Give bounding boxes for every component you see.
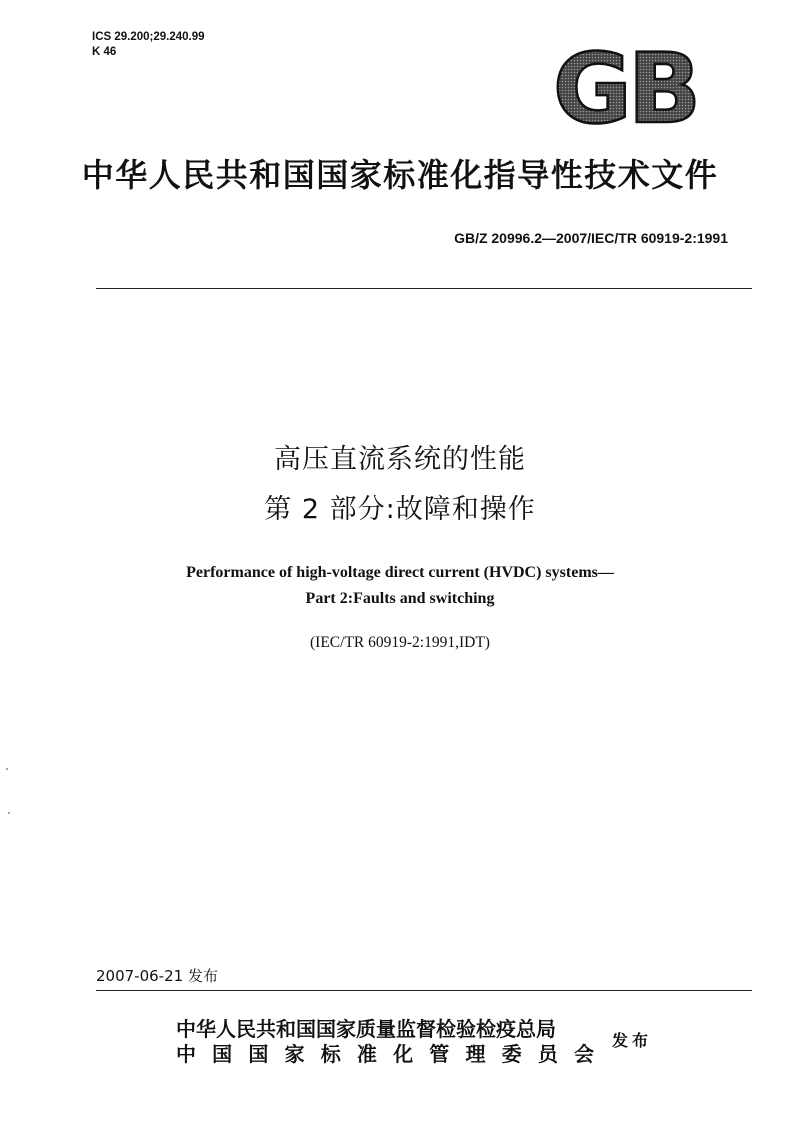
top-divider [96,288,752,289]
standard-number: GB/Z 20996.2—2007/IEC/TR 60919-2:1991 [454,230,728,246]
title-cn-line-1: 高压直流系统的性能 [274,444,526,475]
scan-speck [6,768,8,770]
title-en-line-2: Part 2:Faults and switching [305,590,495,607]
title-en-line-1: Performance of high-voltage direct current (HVDC) systems— [186,564,614,581]
bottom-divider [96,990,752,991]
adoption-note: (IEC/TR 60919-2:1991,IDT) [310,634,490,651]
gb-standard-logo-icon [540,44,710,130]
gb-logo-text: GB [553,44,697,130]
document-type-title: 中华人民共和国国家标准化指导性技术文件 [81,156,719,194]
issue-date: 2007-06-21 发布 [96,967,218,985]
title-cn-line-2: 第 2 部分:故障和操作 [264,494,536,525]
issuer-line-2: 中国国家标准化管理委员会 [176,1042,594,1066]
ccs-code: K 46 [92,46,117,58]
publish-label: 发布 [612,1031,653,1050]
ics-code: ICS 29.200;29.240.99 [92,31,205,43]
issuer-line-1: 中华人民共和国国家质量监督检验检疫总局 [176,1017,556,1041]
scan-speck [8,812,10,814]
